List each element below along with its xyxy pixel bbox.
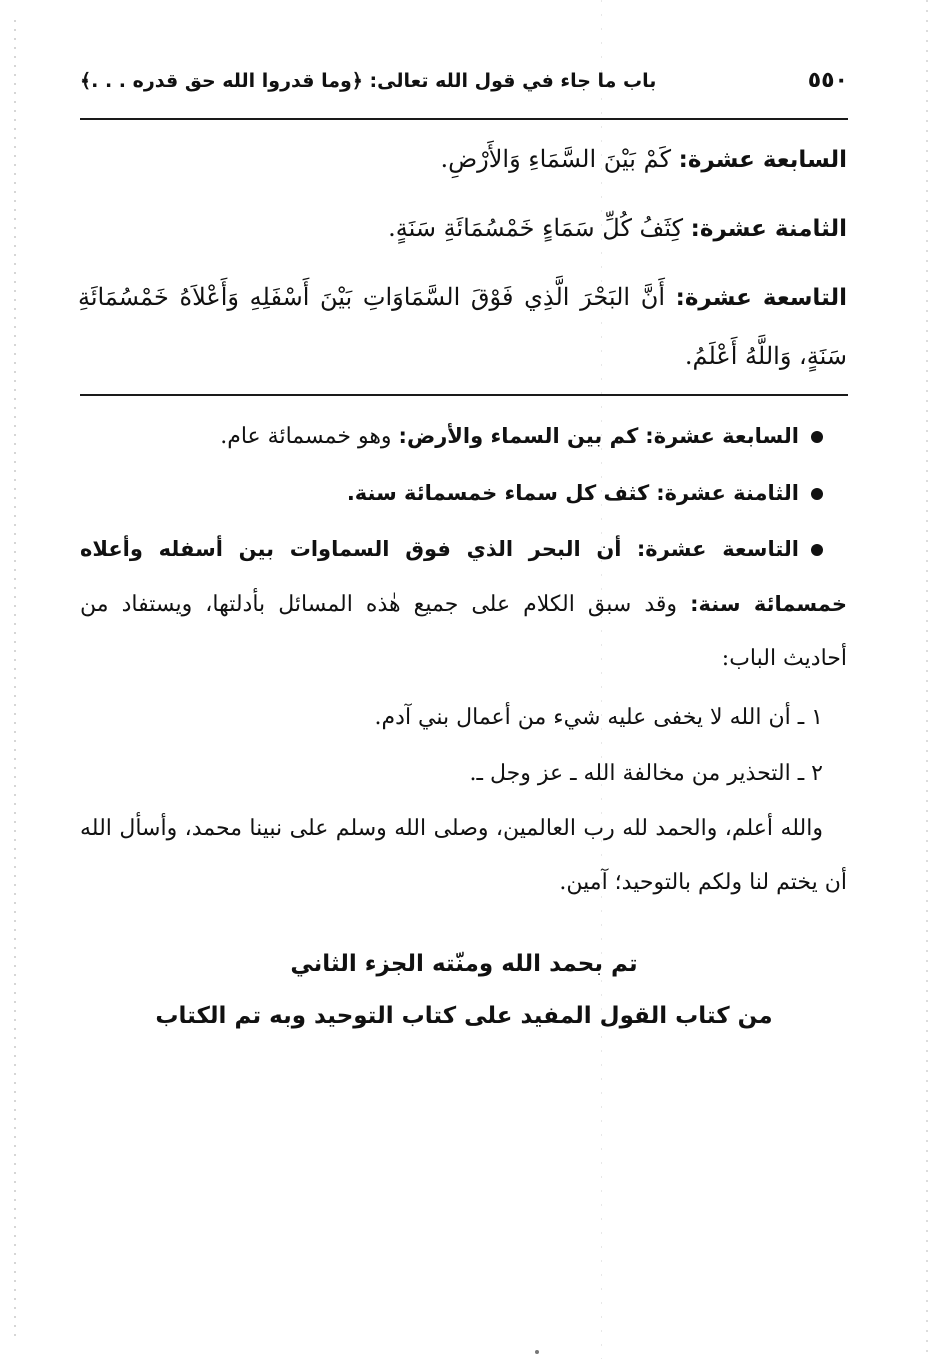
commentary-item-19	[80, 522, 847, 686]
matn-item-18	[80, 199, 847, 258]
scan-artifact-right	[926, 0, 928, 1359]
commentary-item-17-heading: كم بين السماء والأرض:	[398, 424, 639, 448]
section-divider	[80, 394, 848, 396]
benefit-point-1: ١ ـ أن الله لا يخفى عليه شيء من أعمال بني آدم.	[374, 705, 823, 730]
matn-item-19-text: أَنَّ البَحْرَ الَّذِي فَوْقَ السَّمَاوَاتِ بَيْنَ أَسْفَلِهِ وَأَعْلاَهُ خَمْسُمَائَةِ سَنَةٍ، وَاللَّهُ أَعْلَمُ.	[78, 283, 847, 370]
benefit-point-2: ٢ ـ التحذير من مخالفة الله ـ عز وجل ـ.	[469, 761, 823, 786]
hadith-matn-section	[80, 130, 847, 385]
scan-speck	[535, 1350, 539, 1354]
commentary-item-17-text: وهو خمسمائة عام.	[220, 424, 392, 449]
matn-item-18-text: كِثَفُ كُلِّ سَمَاءٍ خَمْسُمَائَةِ سَنَةٍ.	[388, 214, 684, 242]
colophon-line-1: تم بحمد الله ومنّته الجزء الثاني	[290, 951, 638, 977]
commentary-item-18	[80, 465, 847, 522]
header-divider	[80, 118, 848, 120]
colophon-line-2: من كتاب القول المفيد على كتاب التوحيد وبه تم الكتاب	[155, 1003, 773, 1029]
bullet-icon	[811, 544, 823, 556]
commentary-item-18-heading: كثف كل سماء خمسمائة سنة.	[346, 481, 650, 505]
matn-item-19-label: التاسعة عشرة:	[675, 285, 847, 311]
commentary-item-17-label: السابعة عشرة:	[645, 424, 799, 448]
commentary-item-18-label: الثامنة عشرة:	[656, 481, 799, 505]
commentary-item-19-heading: أن البحر الذي فوق السماوات بين أسفله وأعلاه خمسمائة سنة:	[80, 537, 847, 616]
running-title: باب ما جاء في قول الله تعالى: ﴿وما قدروا الله حق قدره . . .﴾	[80, 70, 657, 92]
closing-colophon	[80, 938, 848, 1042]
commentary-item-19-label: التاسعة عشرة:	[636, 537, 799, 561]
bullet-icon	[811, 488, 823, 500]
bullet-icon	[811, 431, 823, 443]
matn-item-18-label: الثامنة عشرة:	[690, 216, 847, 242]
matn-item-17-text: كَمْ بَيْنَ السَّمَاءِ وَالأَرْضِ.	[440, 145, 672, 173]
commentary-section	[80, 408, 847, 910]
page-number: ٥٥٠	[807, 68, 848, 93]
commentary-item-19-text: وقد سبق الكلام على جميع هٰذه المسائل بأدلتها، ويستفاد من أحاديث الباب:	[80, 592, 847, 671]
matn-item-17	[80, 130, 847, 189]
matn-item-17-label: السابعة عشرة:	[678, 147, 847, 173]
scan-artifact-left	[14, 20, 16, 1340]
conclusion-paragraph: والله أعلم، والحمد لله رب العالمين، وصلى الله وسلم على نبينا محمد، وأسأل الله أن يختم لنا ولكم بالتوحيد؛ آمين.	[80, 816, 847, 895]
commentary-item-17	[80, 408, 847, 465]
matn-item-19	[78, 268, 847, 385]
page-header	[80, 62, 848, 106]
